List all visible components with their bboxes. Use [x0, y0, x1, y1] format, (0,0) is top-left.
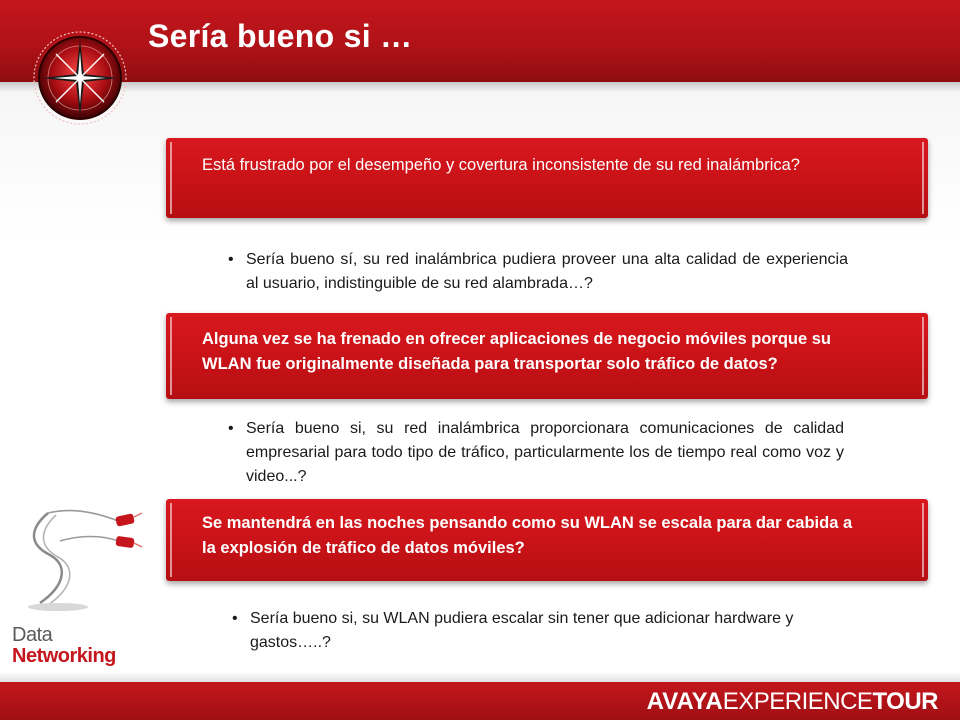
question-box-2	[166, 313, 928, 399]
question-text-1: Está frustrado por el desempeño y covertura inconsistente de su red inalámbrica?	[202, 156, 800, 174]
brand-experience: EXPERIENCE	[722, 688, 873, 715]
question-text-3: Se mantendrá en las noches pensando como su WLAN se escala para dar cabida a la explosión de tráfico de datos móviles?	[202, 514, 853, 557]
question-box-1	[166, 138, 928, 218]
footer-shadow	[0, 672, 960, 682]
page-title: Sería bueno si …	[148, 18, 413, 54]
compass-rose-icon	[32, 30, 128, 126]
bullet-dot: •	[232, 610, 238, 627]
header-shadow	[0, 82, 960, 92]
brand-avaya: AVAYA	[646, 688, 723, 715]
avaya-experience-tour-logo	[647, 688, 938, 716]
question-text-2: Alguna vez se ha frenado en ofrecer aplicaciones de negocio móviles porque su WLAN fue originalmente diseñada para transportar solo tráfico de datos?	[202, 330, 832, 373]
answer-text-1: Sería bueno sí, su red inalámbrica pudiera proveer una alta calidad de experiencia al usuario, indistinguible de su red alambrada…?	[246, 251, 848, 292]
bullet-dot: •	[228, 420, 234, 437]
question-box-3	[166, 499, 928, 581]
bullet-dot: •	[228, 251, 234, 268]
cable-wave-icon	[18, 505, 148, 615]
header-bar	[0, 0, 960, 82]
networking-label: Networking	[12, 645, 116, 667]
answer-text-3: Sería bueno si, su WLAN pudiera escalar sin tener que adicionar hardware y gastos…..?	[250, 610, 794, 651]
answer-bullet-2	[228, 417, 844, 489]
data-networking-label	[12, 625, 116, 667]
brand-tour: TOUR	[872, 688, 938, 715]
data-label: Data	[12, 624, 53, 646]
answer-text-2: Sería bueno si, su red inalámbrica proporcionara comunicaciones de calidad empresarial para todo tipo de tráfico, particularmente los de tiempo real como voz y video...?	[246, 420, 844, 485]
answer-bullet-1	[228, 248, 848, 296]
answer-bullet-3	[232, 607, 832, 655]
